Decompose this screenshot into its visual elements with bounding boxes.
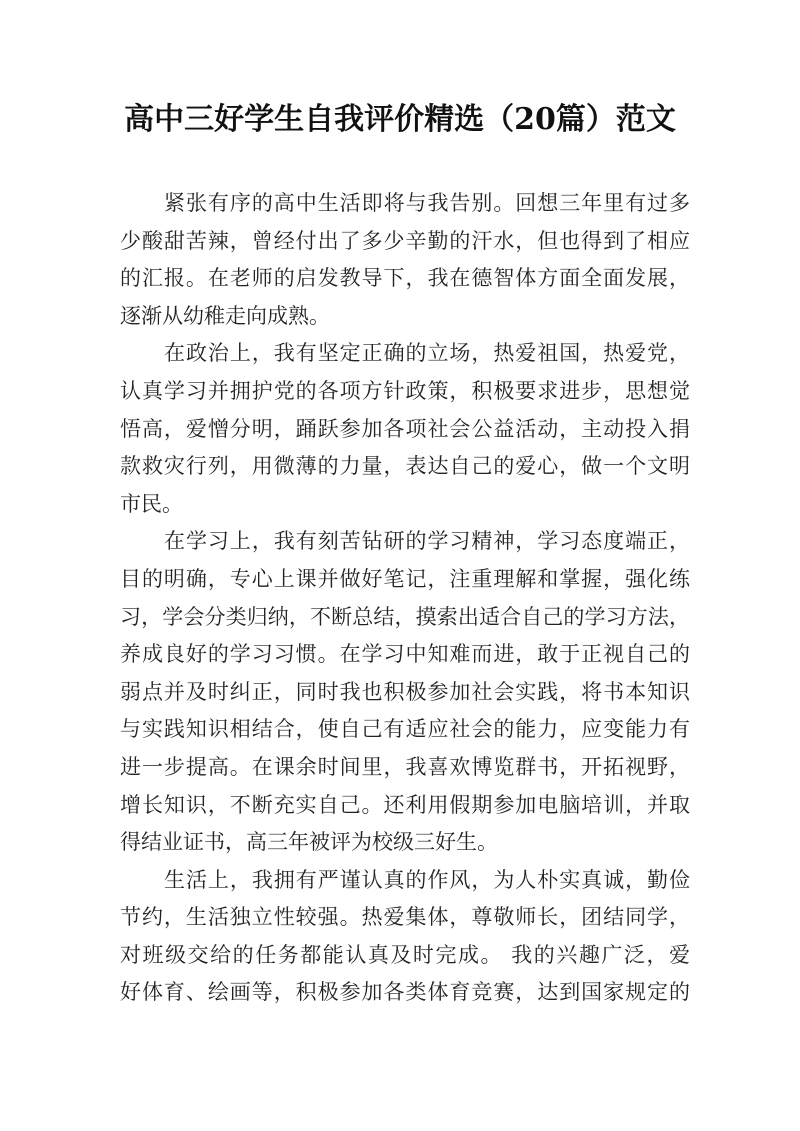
- document-body: [120, 185, 690, 1012]
- document-title: 高中三好学生自我评价精选（20篇）范文: [124, 102, 676, 137]
- text-line: 养成良好的学习习惯。在学习中知难而进，敢于正视自己的: [120, 642, 690, 667]
- text-line: 对班级交给的任务都能认真及时完成。 我的兴趣广泛，爱: [120, 942, 690, 967]
- text-line: 生活上，我拥有严谨认真的作风，为人朴实真诚，勤俭: [164, 867, 690, 892]
- text-line: 逐渐从幼稚走向成熟。: [120, 303, 330, 328]
- text-line: 的汇报。在老师的启发教导下，我在德智体方面全面发展，: [120, 266, 690, 291]
- text-line: 弱点并及时纠正，同时我也积极参加社会实践，将书本知识: [120, 679, 690, 704]
- text-line: 市民。: [120, 491, 183, 516]
- paragraph-intro: [120, 185, 690, 335]
- paragraph-life: [120, 862, 690, 1012]
- paragraph-politics: [120, 335, 690, 523]
- text-line: 紧张有序的高中生活即将与我告别。回想三年里有过多: [164, 191, 690, 215]
- text-line: 在学习上，我有刻苦钻研的学习精神，学习态度端正，: [164, 529, 690, 554]
- paragraph-study: [120, 523, 690, 861]
- text-line: 得结业证书，高三年被评为校级三好生。: [120, 830, 498, 855]
- text-line: 少酸甜苦辣，曾经付出了多少辛勤的汗水，但也得到了相应: [120, 228, 690, 253]
- text-line: 进一步提高。在课余时间里，我喜欢博览群书，开拓视野，: [120, 754, 690, 779]
- text-line: 在政治上，我有坚定正确的立场，热爱祖国，热爱党，: [164, 341, 690, 366]
- text-line: 认真学习并拥护党的各项方针政策，积极要求进步，思想觉: [120, 378, 690, 403]
- text-line: 增长知识，不断充实自己。还利用假期参加电脑培训，并取: [120, 792, 690, 817]
- text-line: 好体育、绘画等，积极参加各类体育竞赛，达到国家规定的: [120, 980, 690, 1005]
- text-line: 悟高，爱憎分明，踊跃参加各项社会公益活动，主动投入捐: [120, 416, 690, 441]
- text-line: 与实践知识相结合，使自己有适应社会的能力，应变能力有: [120, 717, 690, 742]
- text-line: 款救灾行列，用微薄的力量，表达自己的爱心，做一个文明: [120, 454, 690, 479]
- text-line: 节约，生活独立性较强。热爱集体，尊敬师长，团结同学，: [120, 905, 690, 930]
- text-line: 目的明确，专心上课并做好笔记，注重理解和掌握，强化练: [120, 566, 690, 591]
- text-line: 习，学会分类归纳，不断总结，摸索出适合自己的学习方法，: [120, 604, 690, 629]
